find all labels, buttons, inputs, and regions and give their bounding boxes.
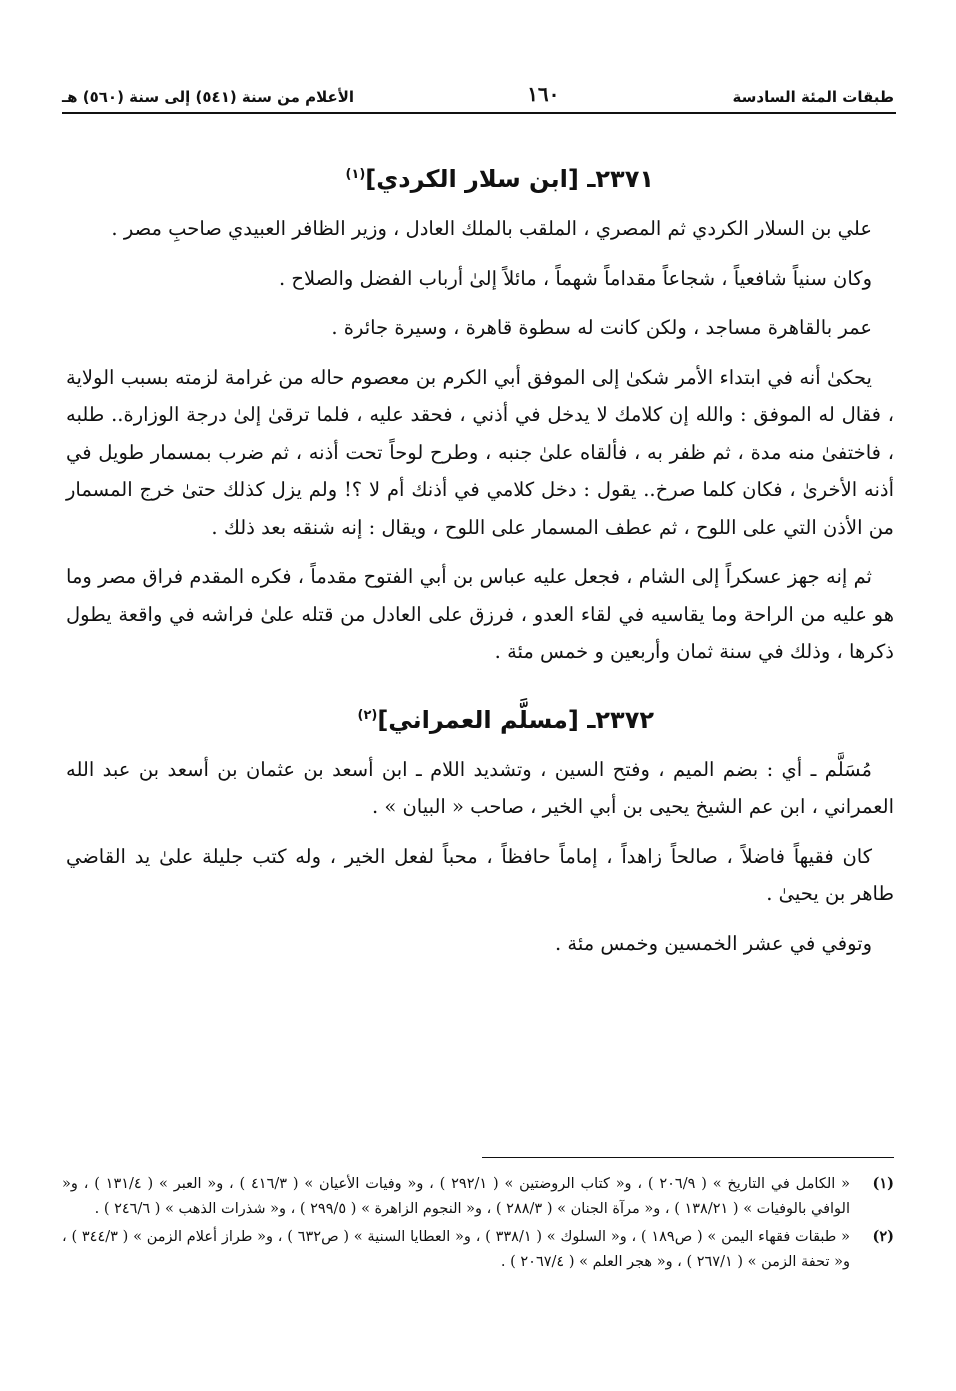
footnote-text: « الكامل في التاريخ » ( ٢٠٦/٩ ) ، و« كتاب الروضتين » ( ٢٩٢/١ ) ، و« وفيات الأعيان » ( ٤١٦/٣ ) ، و« العبر » ( ١٣١/٤ ) ، و« الوافي بالوفيات » ( ١٣٨/٢١ ) ، و« مرآة الجنان » ( ٢٨٨/٣ ) ، و« النجوم الزاهرة » ( ٢٩٩/٥ ) ، و« شذرات الذهب » ( ٢٤٦/٦ ) . [62, 1176, 850, 1217]
footnote [62, 1172, 894, 1221]
footnote-number: (٢) [872, 1228, 894, 1245]
header-range-title: الأعلام من سنة (٥٤١) إلى سنة (٥٦٠) هـ [62, 88, 355, 106]
entry-title [66, 152, 894, 202]
footnotes [62, 1172, 894, 1278]
header-rule [62, 112, 896, 114]
entry-paragraph: وكان سنياً شافعياً ، شجاعاً مقداماً شهماً ، مائلاً إلىٰ أرباب الفضل والصلاح . [279, 266, 872, 290]
entry-paragraph: مُسَلَّم ـ أي : بضم الميم ، وفتح السين ، وتشديد اللام ـ ابن أسعد بن عثمان بن أسعد بن عبد الله العمراني ، ابن عم الشيخ يحيى بن أبي الخير ، صاحب « البيان » . [66, 757, 894, 818]
entry-paragraph: كان فقيهاً فاضلاً ، صالحاً زاهداً ، إماماً حافظاً ، محباً لفعل الخير ، وله كتب جليلة علىٰ يد القاضي طاهر بن يحيىٰ . [66, 844, 894, 905]
main-text [66, 152, 894, 962]
entry-paragraph: علي بن السلار الكردي ثم المصري ، الملقب بالملك العادل ، وزير الظافر العبيدي صاحبِ مصر . [111, 217, 872, 240]
entry-paragraph: ثم إنه جهز عسكراً إلى الشام ، فجعل عليه عباس بن أبي الفتوح مقدماً ، فكره المقدم فراق مصر وما هو عليه من الراحة وما يقاسيه في لقاء العدو ، فرزق على العادل من قتله علىٰ فراشه في واقعة يطول ذكرها ، وذلك في سنة ثمان وأربعين و خمس مئة . [66, 565, 894, 663]
footnote [62, 1225, 894, 1274]
entry-title-text: ٢٣٧١ـ [ابن سلار الكردي] [365, 165, 654, 193]
footnote-number: (١) [872, 1175, 894, 1192]
footnote-rule [482, 1157, 894, 1158]
header-section-title: طبقات المئة السادسة [732, 88, 894, 106]
entry-title [66, 693, 894, 743]
footnote-ref: (٢) [357, 707, 378, 723]
footnote-text: « طبقات فقهاء اليمن » ( ص١٨٩ ) ، و« السلوك » ( ٣٣٨/١ ) ، و« العطايا السنية » ( ص٦٣٢ ) ، و« طراز أعلام الزمن » ( ٣٤٤/٣ ) ، و« تحفة الزمن » ( ٢٦٧/١ ) ، و« هجر العلم » ( ٢٠٦٧/٤ ) . [62, 1229, 850, 1270]
running-header [62, 74, 894, 106]
entry-2371 [66, 152, 894, 671]
entry-title-text: ٢٣٧٢ـ [مسلَّم العمراني] [377, 705, 654, 734]
footnote-ref: (١) [345, 167, 366, 182]
entry-2372 [66, 693, 894, 963]
page-number: ١٦٠ [527, 82, 560, 106]
entry-paragraph: عمر بالقاهرة مساجد ، ولكن كانت له سطوة قاهرة ، وسيرة جائرة . [331, 316, 872, 339]
entry-paragraph: وتوفي في عشر الخمسين وخمس مئة . [555, 931, 872, 955]
entry-paragraph: يحكىٰ أنه في ابتداء الأمر شكىٰ إلى الموفق أبي الكرم بن معصوم حاله من غرامة لزمته بسبب الولاية ، فقال له الموفق : والله إن كلامك لا يدخل في أذني ، فحقد عليه ، فلما ترقىٰ إلىٰ درجة الوزارة.. طلبه ، فاختفىٰ منه مدة ، ثم ظفر به ، فألقاه علىٰ جنبه ، وطرح لوحاً تحت أذنه ، ثم ضرب بمسمار طويل في أذنه الأخرىٰ ، فكان كلما صرخ.. يقول : دخل كلامي في أذنك أم لا ؟! ولم يزل كذلك حتىٰ خرج المسمار من الأذن التي على اللوح ، ثم عطف المسمار على اللوح ، ويقال : إنه شنقه بعد ذلك . [66, 365, 894, 539]
